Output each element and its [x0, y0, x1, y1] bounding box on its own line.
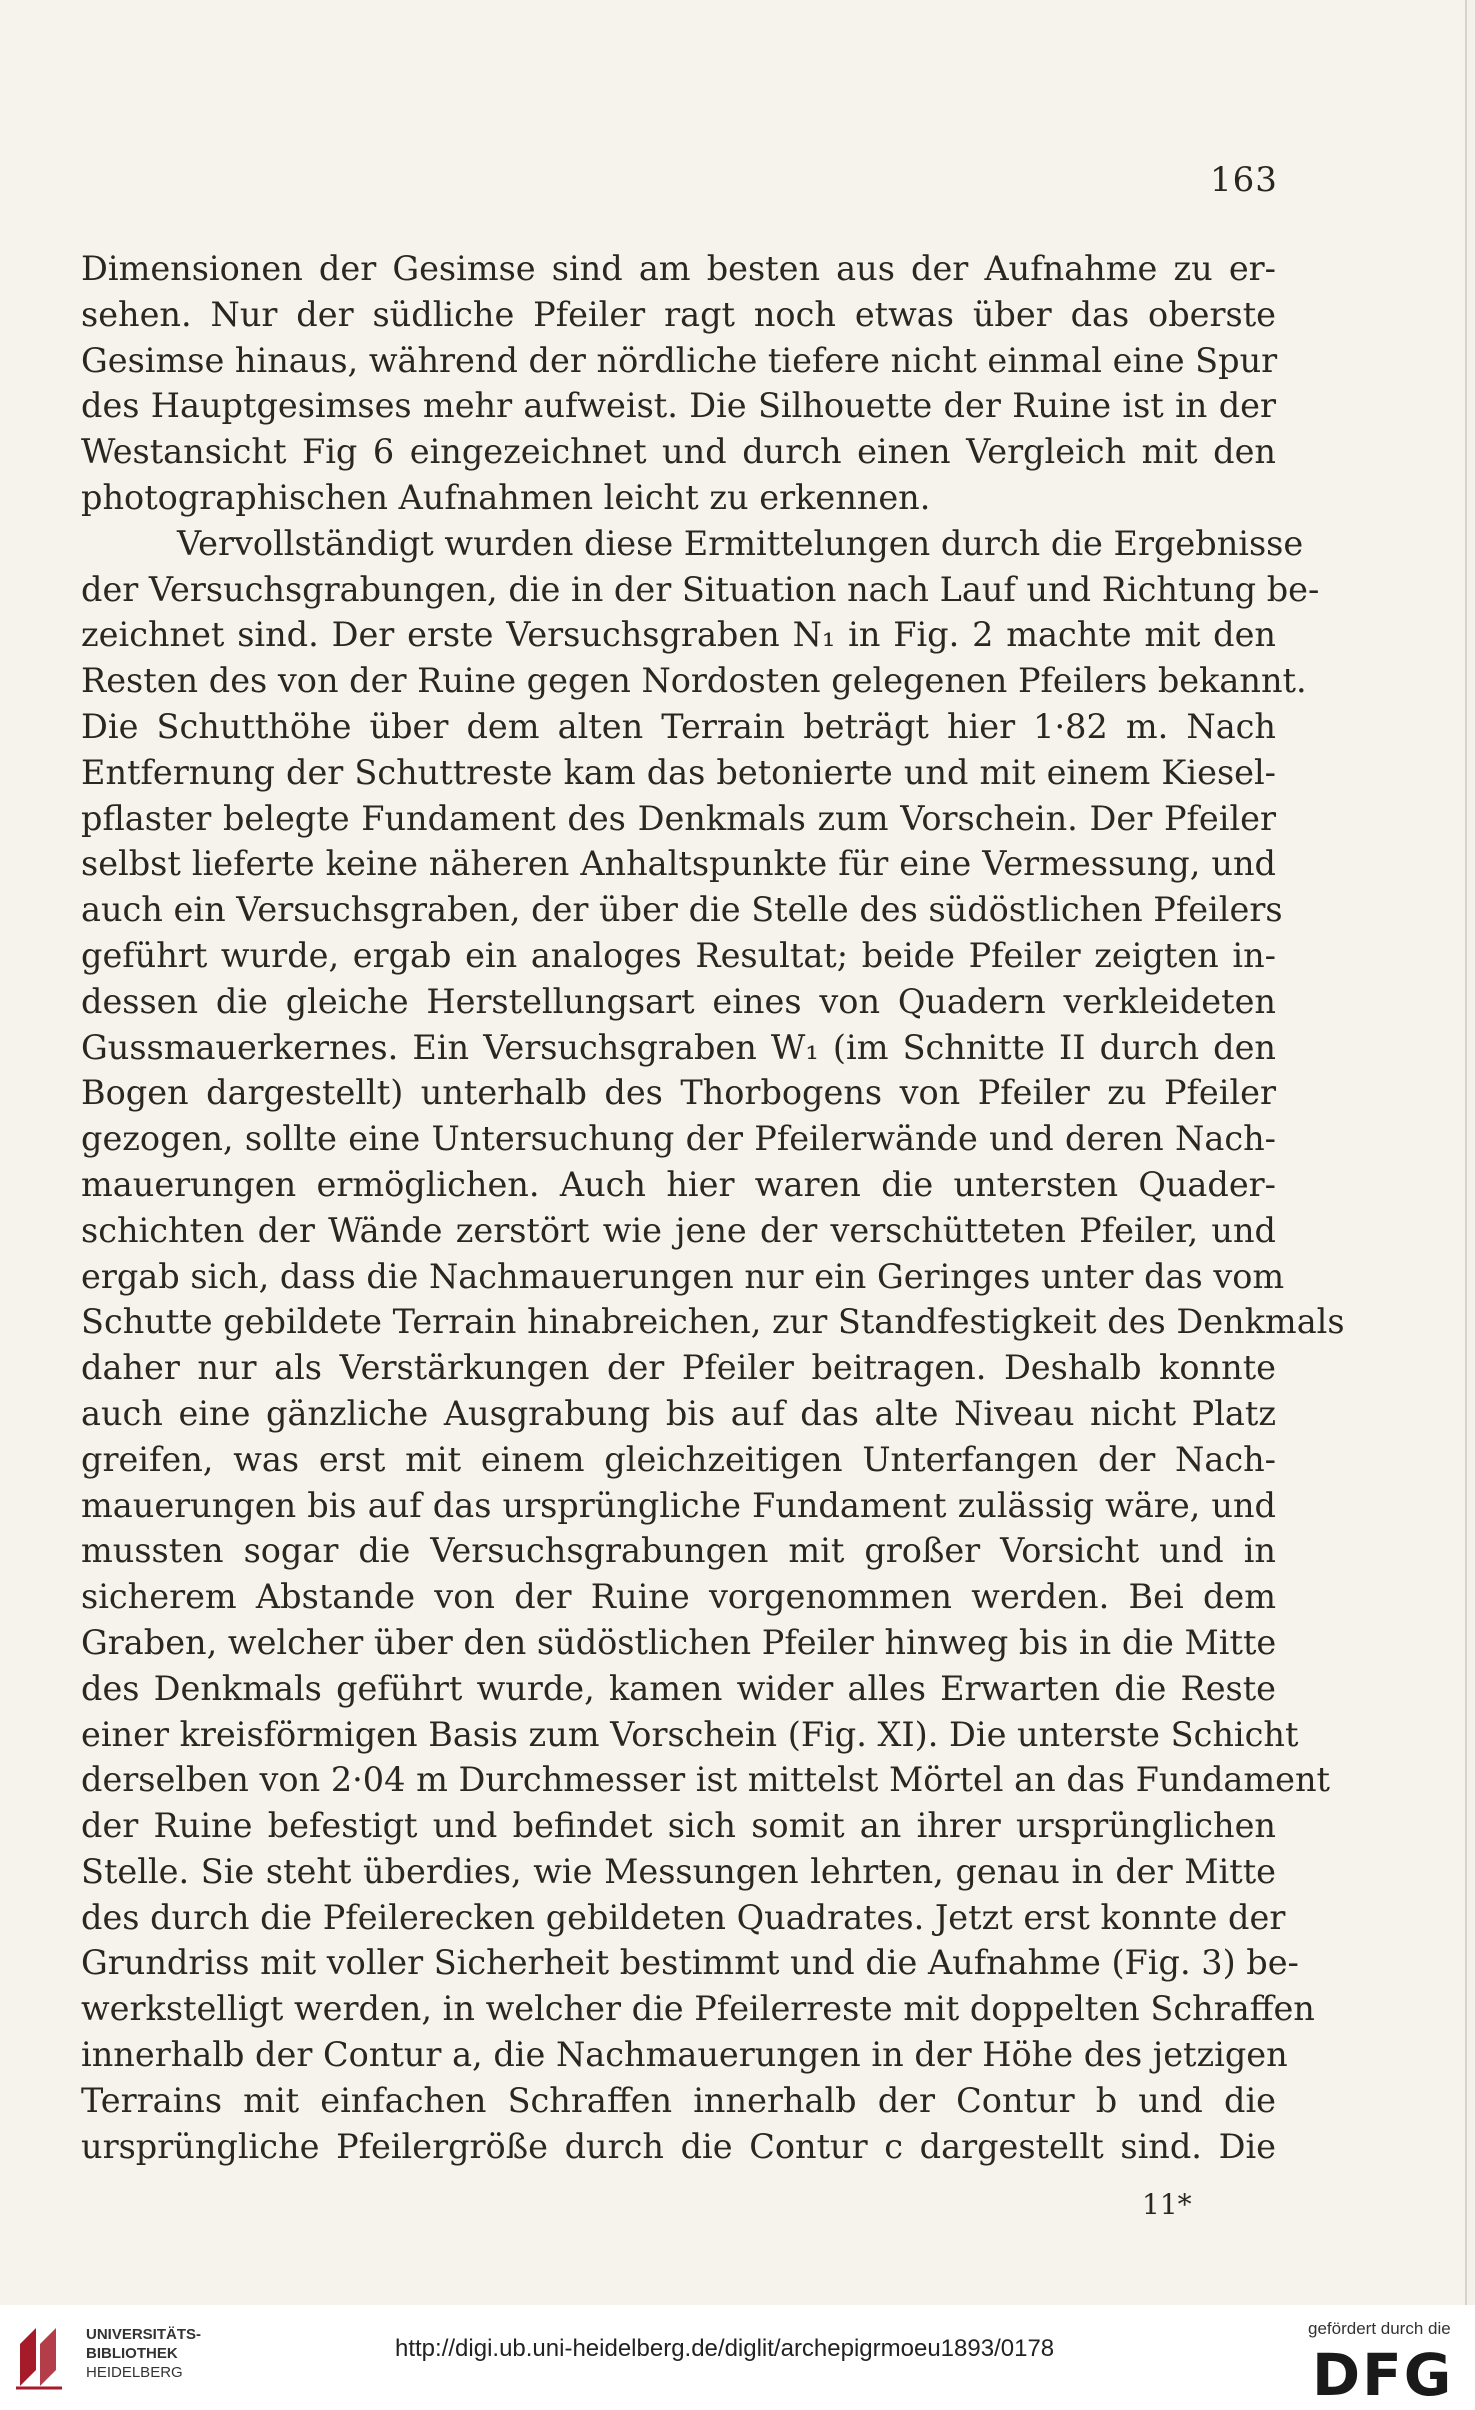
text-line: werkstelligt werden, in welcher die Pfeilerreste mit doppelten Schraffen [81, 1989, 1315, 2029]
dfg-logo-icon: DFG [1312, 2341, 1454, 2409]
text-line: Gesimse hinaus, während der nördliche tiefere nicht einmal eine Spur [81, 340, 1278, 380]
text-line: einer kreisförmigen Basis zum Vorschein (Fig. XI). Die unterste Schicht [81, 1714, 1299, 1754]
text-line: zeichnet sind. Der erste Versuchsgraben N₁ in Fig. 2 machte mit den [81, 615, 1276, 655]
text-line: mussten sogar die Versuchsgrabungen mit großer Vorsicht und in [81, 1531, 1276, 1571]
signature-mark: 11* [1142, 2188, 1192, 2221]
text-line: selbst lieferte keine näheren Anhaltspunkte für eine Vermessung, und [81, 844, 1276, 884]
text-line: gezogen, sollte eine Untersuchung der Pfeilerwände und deren Nach- [81, 1119, 1276, 1159]
text-line: Terrains mit einfachen Schraffen innerhalb der Contur b und die [81, 2080, 1276, 2120]
text-line: Schutte gebildete Terrain hinabreichen, zur Standfestigkeit des Denkmals [81, 1302, 1345, 1342]
text-line: daher nur als Verstärkungen der Pfeiler beitragen. Deshalb konnte [81, 1348, 1276, 1388]
text-line: des Denkmals geführt wurde, kamen wider alles Erwarten die Reste [81, 1668, 1276, 1708]
text-line: ursprüngliche Pfeilergröße durch die Contur c dargestellt sind. Die [81, 2126, 1276, 2166]
text-line: greifen, was erst mit einem gleichzeitigen Unterfangen der Nach- [81, 1439, 1276, 1479]
text-line: Resten des von der Ruine gegen Nordosten gelegenen Pfeilers bekannt. [81, 661, 1307, 701]
text-line: Westansicht Fig 6 eingezeichnet und durch einen Vergleich mit den [81, 432, 1276, 472]
text-line: dessen die gleiche Herstellungsart eines von Quadern verkleideten [81, 981, 1276, 1021]
text-line: Graben, welcher über den südöstlichen Pfeiler hinweg bis in die Mitte [81, 1622, 1277, 1662]
text-line: des Hauptgesimses mehr aufweist. Die Silhouette der Ruine ist in der [81, 386, 1276, 426]
text-line: photographischen Aufnahmen leicht zu erkennen. [81, 477, 931, 517]
text-line: Bogen dargestellt) unterhalb des Thorbogens von Pfeiler zu Pfeiler [81, 1073, 1276, 1113]
text-line: des durch die Pfeilerecken gebildeten Quadrates. Jetzt erst konnte der [81, 1897, 1286, 1937]
text-line: der Ruine befestigt und befindet sich somit an ihrer ursprünglichen [81, 1806, 1276, 1846]
text-line: derselben von 2·04 m Durchmesser ist mittelst Mörtel an das Fundament [81, 1760, 1331, 1800]
library-name-line: HEIDELBERG [86, 2364, 183, 2381]
text-line: sicherem Abstande von der Ruine vorgenommen werden. Bei dem [81, 1577, 1276, 1617]
text-line: ergab sich, dass die Nachmauerungen nur ein Geringes unter das vom [81, 1256, 1285, 1296]
permalink-url[interactable]: http://digi.ub.uni-heidelberg.de/diglit/archepigrmoeu1893/0178 [395, 2335, 1055, 2362]
text-line: mauerungen ermöglichen. Auch hier waren die untersten Quader- [81, 1164, 1276, 1204]
text-line: Entfernung der Schuttreste kam das betonierte und mit einem Kiesel- [81, 752, 1276, 792]
text-line: pflaster belegte Fundament des Denkmals zum Vorschein. Der Pfeiler [81, 798, 1276, 838]
text-line: der Versuchsgrabungen, die in der Situation nach Lauf und Richtung be- [81, 569, 1320, 609]
text-line: geführt wurde, ergab ein analoges Resultat; beide Pfeiler zeigten in- [81, 935, 1276, 975]
text-line: sehen. Nur der südliche Pfeiler ragt noch etwas über das oberste [81, 294, 1276, 334]
text-line: auch ein Versuchsgraben, der über die Stelle des südöstlichen Pfeilers [81, 890, 1283, 930]
library-name [86, 2325, 201, 2382]
university-library-logo-icon [14, 2322, 74, 2392]
text-line: mauerungen bis auf das ursprüngliche Fundament zulässig wäre, und [81, 1485, 1276, 1525]
library-name-line: UNIVERSITÄTS- [86, 2326, 202, 2343]
text-line: Stelle. Sie steht überdies, wie Messungen lehrten, genau in der Mitte [81, 1851, 1276, 1891]
body-text [81, 246, 1345, 2169]
text-line: auch eine gänzliche Ausgrabung bis auf das alte Niveau nicht Platz [81, 1393, 1276, 1433]
text-line: Dimensionen der Gesimse sind am besten aus der Aufnahme zu er- [81, 249, 1276, 288]
sponsor-caption: gefördert durch die [1308, 2319, 1451, 2338]
text-line: Grundriss mit voller Sicherheit bestimmt und die Aufnahme (Fig. 3) be- [81, 1943, 1299, 1983]
text-line: schichten der Wände zerstört wie jene der verschütteten Pfeiler, und [81, 1210, 1276, 1250]
library-name-line: BIBLIOTHEK [86, 2345, 178, 2362]
text-line: Gussmauerkernes. Ein Versuchsgraben W₁ (im Schnitte II durch den [81, 1027, 1276, 1067]
page-number: 163 [1210, 160, 1278, 200]
footer-bar [0, 2305, 1475, 2410]
text-line: Vervollständigt wurden diese Ermittelungen durch die Ergebnisse [177, 523, 1304, 563]
text-line: Die Schutthöhe über dem alten Terrain beträgt hier 1·82 m. Nach [81, 706, 1276, 746]
text-line: innerhalb der Contur a, die Nachmauerungen in der Höhe des jetzigen [81, 2035, 1288, 2075]
